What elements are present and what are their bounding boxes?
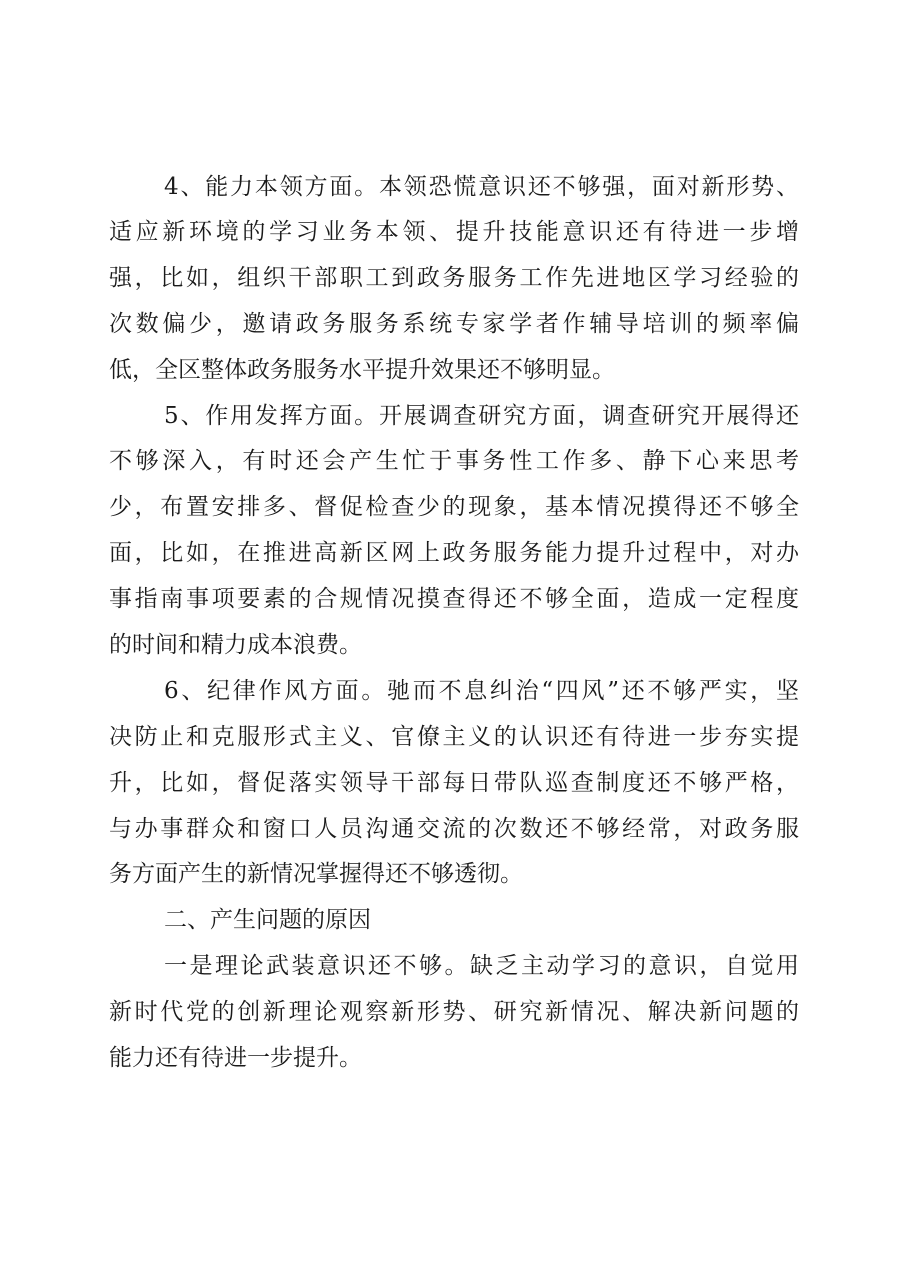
- text-line: 强，比如，组织干部职工到政务服务工作先进地区学习经验的: [109, 265, 799, 291]
- text-line: 一是理论武装意识还不够。缺乏主动学习的意识，自觉用: [164, 953, 799, 979]
- text-line: 6、纪律作风方面。驰而不息纠治“四风”还不够严实，坚: [164, 678, 799, 704]
- text-line: 能力还有待进一步提升。: [109, 1045, 362, 1071]
- text-line: 低，全区整体政务服务水平提升效果还不够明显。: [109, 357, 615, 383]
- text-line: 的时间和精力成本浪费。: [109, 632, 362, 658]
- text-line: 事指南事项要素的合规情况摸查得还不够全面，造成一定程度: [109, 586, 799, 612]
- heading-text: 二、产生问题的原因: [164, 907, 371, 933]
- text-line: 适应新环境的学习业务本领、提升技能意识还有待进一步增: [109, 219, 799, 245]
- text-line: 不够深入，有时还会产生忙于事务性工作多、静下心来思考: [109, 448, 799, 474]
- text-line: 务方面产生的新情况掌握得还不够透彻。: [109, 861, 523, 887]
- text-line: 新时代党的创新理论观察新形势、研究新情况、解决新问题的: [109, 999, 799, 1025]
- text-line: 4、能力本领方面。本领恐慌意识还不够强，面对新形势、: [164, 174, 799, 200]
- text-line: 升，比如，督促落实领导干部每日带队巡查制度还不够严格，: [109, 770, 799, 796]
- text-line: 少，布置安排多、督促检查少的现象，基本情况摸得还不够全: [109, 494, 799, 520]
- text-line: 5、作用发挥方面。开展调查研究方面，调查研究开展得还: [164, 403, 799, 429]
- text-line: 决防止和克服形式主义、官僚主义的认识还有待进一步夯实提: [109, 724, 799, 750]
- text-line: 次数偏少，邀请政务服务系统专家学者作辅导培训的频率偏: [109, 311, 799, 337]
- text-line: 面，比如，在推进高新区网上政务服务能力提升过程中，对办: [109, 540, 799, 566]
- text-line: 与办事群众和窗口人员沟通交流的次数还不够经常，对政务服: [109, 816, 799, 842]
